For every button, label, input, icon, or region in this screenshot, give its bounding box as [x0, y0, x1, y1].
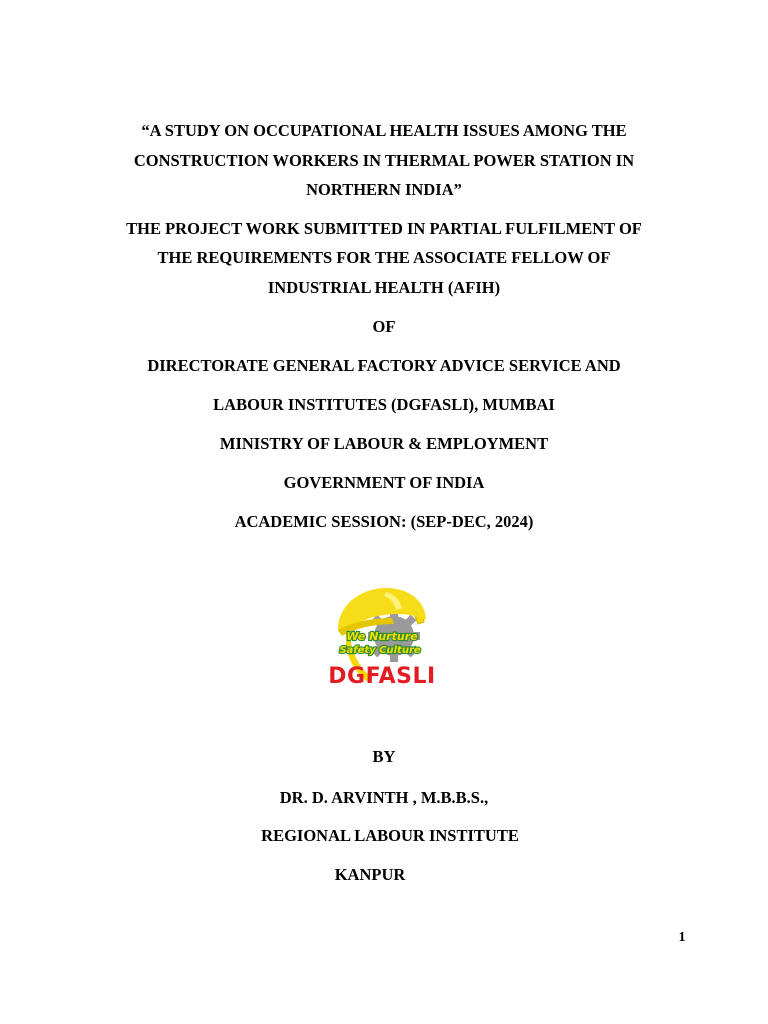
svg-text:DGFASLI: DGFASLI: [328, 664, 436, 689]
title-line-3: NORTHERN INDIA”: [306, 180, 462, 199]
by-label: BY: [372, 747, 396, 766]
government-line: GOVERNMENT OF INDIA: [283, 473, 485, 492]
author-institute: REGIONAL LABOUR INSTITUTE: [261, 826, 519, 845]
institution-line-2: LABOUR INSTITUTES (DGFASLI), MUMBAI: [213, 395, 555, 414]
svg-text:We Nurture: We Nurture: [346, 630, 418, 643]
submission-line-1: THE PROJECT WORK SUBMITTED IN PARTIAL FULFILMENT OF: [126, 219, 642, 238]
title-line-2: CONSTRUCTION WORKERS IN THERMAL POWER STATION IN: [133, 151, 635, 170]
page-number: 1: [678, 930, 686, 945]
author-name: DR. D. ARVINTH , M.B.B.S.,: [279, 788, 489, 807]
academic-session: ACADEMIC SESSION: (SEP-DEC, 2024): [234, 512, 534, 531]
submission-line-3: INDUSTRIAL HEALTH (AFIH): [267, 278, 501, 297]
of-label: OF: [372, 317, 396, 336]
ministry-line: MINISTRY OF LABOUR & EMPLOYMENT: [219, 434, 549, 453]
title-line-1: “A STUDY ON OCCUPATIONAL HEALTH ISSUES AMONG THE: [141, 121, 627, 140]
submission-line-2: THE REQUIREMENTS FOR THE ASSOCIATE FELLOW OF: [157, 248, 611, 267]
author-city: KANPUR: [334, 865, 406, 884]
svg-text:Safety Culture: Safety Culture: [339, 645, 421, 656]
institution-line-1: DIRECTORATE GENERAL FACTORY ADVICE SERVICE AND: [147, 356, 621, 375]
dgfasli-logo-icon: [328, 586, 440, 694]
